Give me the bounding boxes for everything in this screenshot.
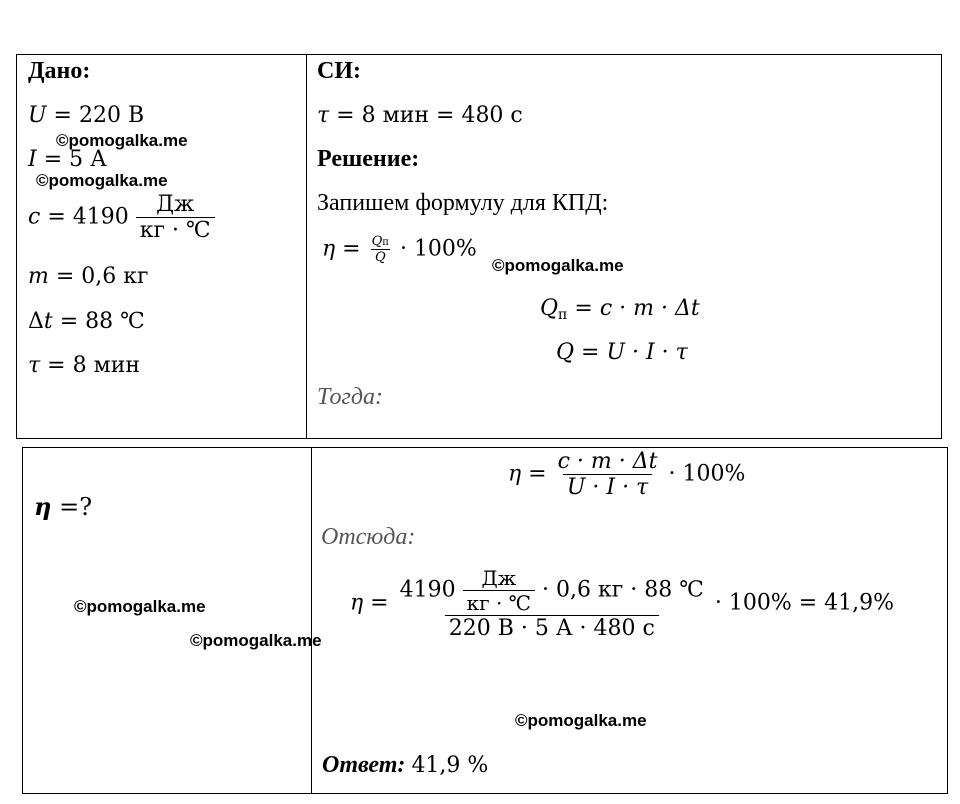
- watermark: ©pomogalka.me: [515, 711, 647, 730]
- combined-formula: η = $\frac{c \cdot m \cdot \Delta t}{U \cdot I \cdot \tau}$ · 100%: [508, 449, 746, 500]
- calculation: η = 4190 $\frac{Дж}{кг \cdot ℃}$ · 0,6 кг · 88 ℃ 220 В · 5 А · 480 с · 100% = 41,9%: [350, 566, 895, 641]
- given-dt: Δt = 88 ℃: [28, 309, 145, 334]
- answer: Ответ: 41,9 %: [322, 752, 489, 778]
- then-label: Тогда:: [317, 384, 383, 410]
- solution-intro: Запишем формулу для КПД:: [317, 190, 609, 216]
- si-tau: τ = 8 мин = 480 с: [317, 103, 523, 128]
- given-m: m = 0,6 кг: [28, 264, 149, 289]
- given-tau: τ = 8 мин: [28, 353, 141, 378]
- given-U: U = 220 В: [28, 103, 145, 128]
- from-here-label: Отсюда:: [321, 524, 416, 550]
- watermark: ©pomogalka.me: [56, 131, 188, 150]
- find-eta: η =?: [34, 492, 93, 521]
- find-divider: [311, 447, 312, 794]
- total-heat-formula: Q = U · I · τ: [556, 340, 688, 365]
- efficiency-formula: η = $\frac{Qп}{Q}$ · 100%: [322, 234, 477, 265]
- calc-unit: $\frac{Дж}{кг \cdot ℃}$: [463, 566, 535, 615]
- given-I: I = 5 А: [28, 147, 107, 172]
- si-header: СИ:: [317, 58, 361, 84]
- watermark: ©pomogalka.me: [36, 171, 168, 190]
- given-c: c = 4190 $\frac{Дж}{кг \cdot ℃}$: [28, 192, 215, 243]
- solution-header: Решение:: [317, 146, 420, 172]
- watermark: ©pomogalka.me: [190, 631, 322, 650]
- given-c-unit: $\frac{Дж}{кг \cdot ℃}$: [136, 192, 215, 243]
- watermark: ©pomogalka.me: [492, 256, 624, 275]
- useful-heat-formula: $Q_п = c \cdot m \cdot \Delta t$: [540, 296, 700, 323]
- watermark: ©pomogalka.me: [74, 597, 206, 616]
- given-header: Дано:: [28, 58, 91, 84]
- given-divider: [306, 54, 307, 439]
